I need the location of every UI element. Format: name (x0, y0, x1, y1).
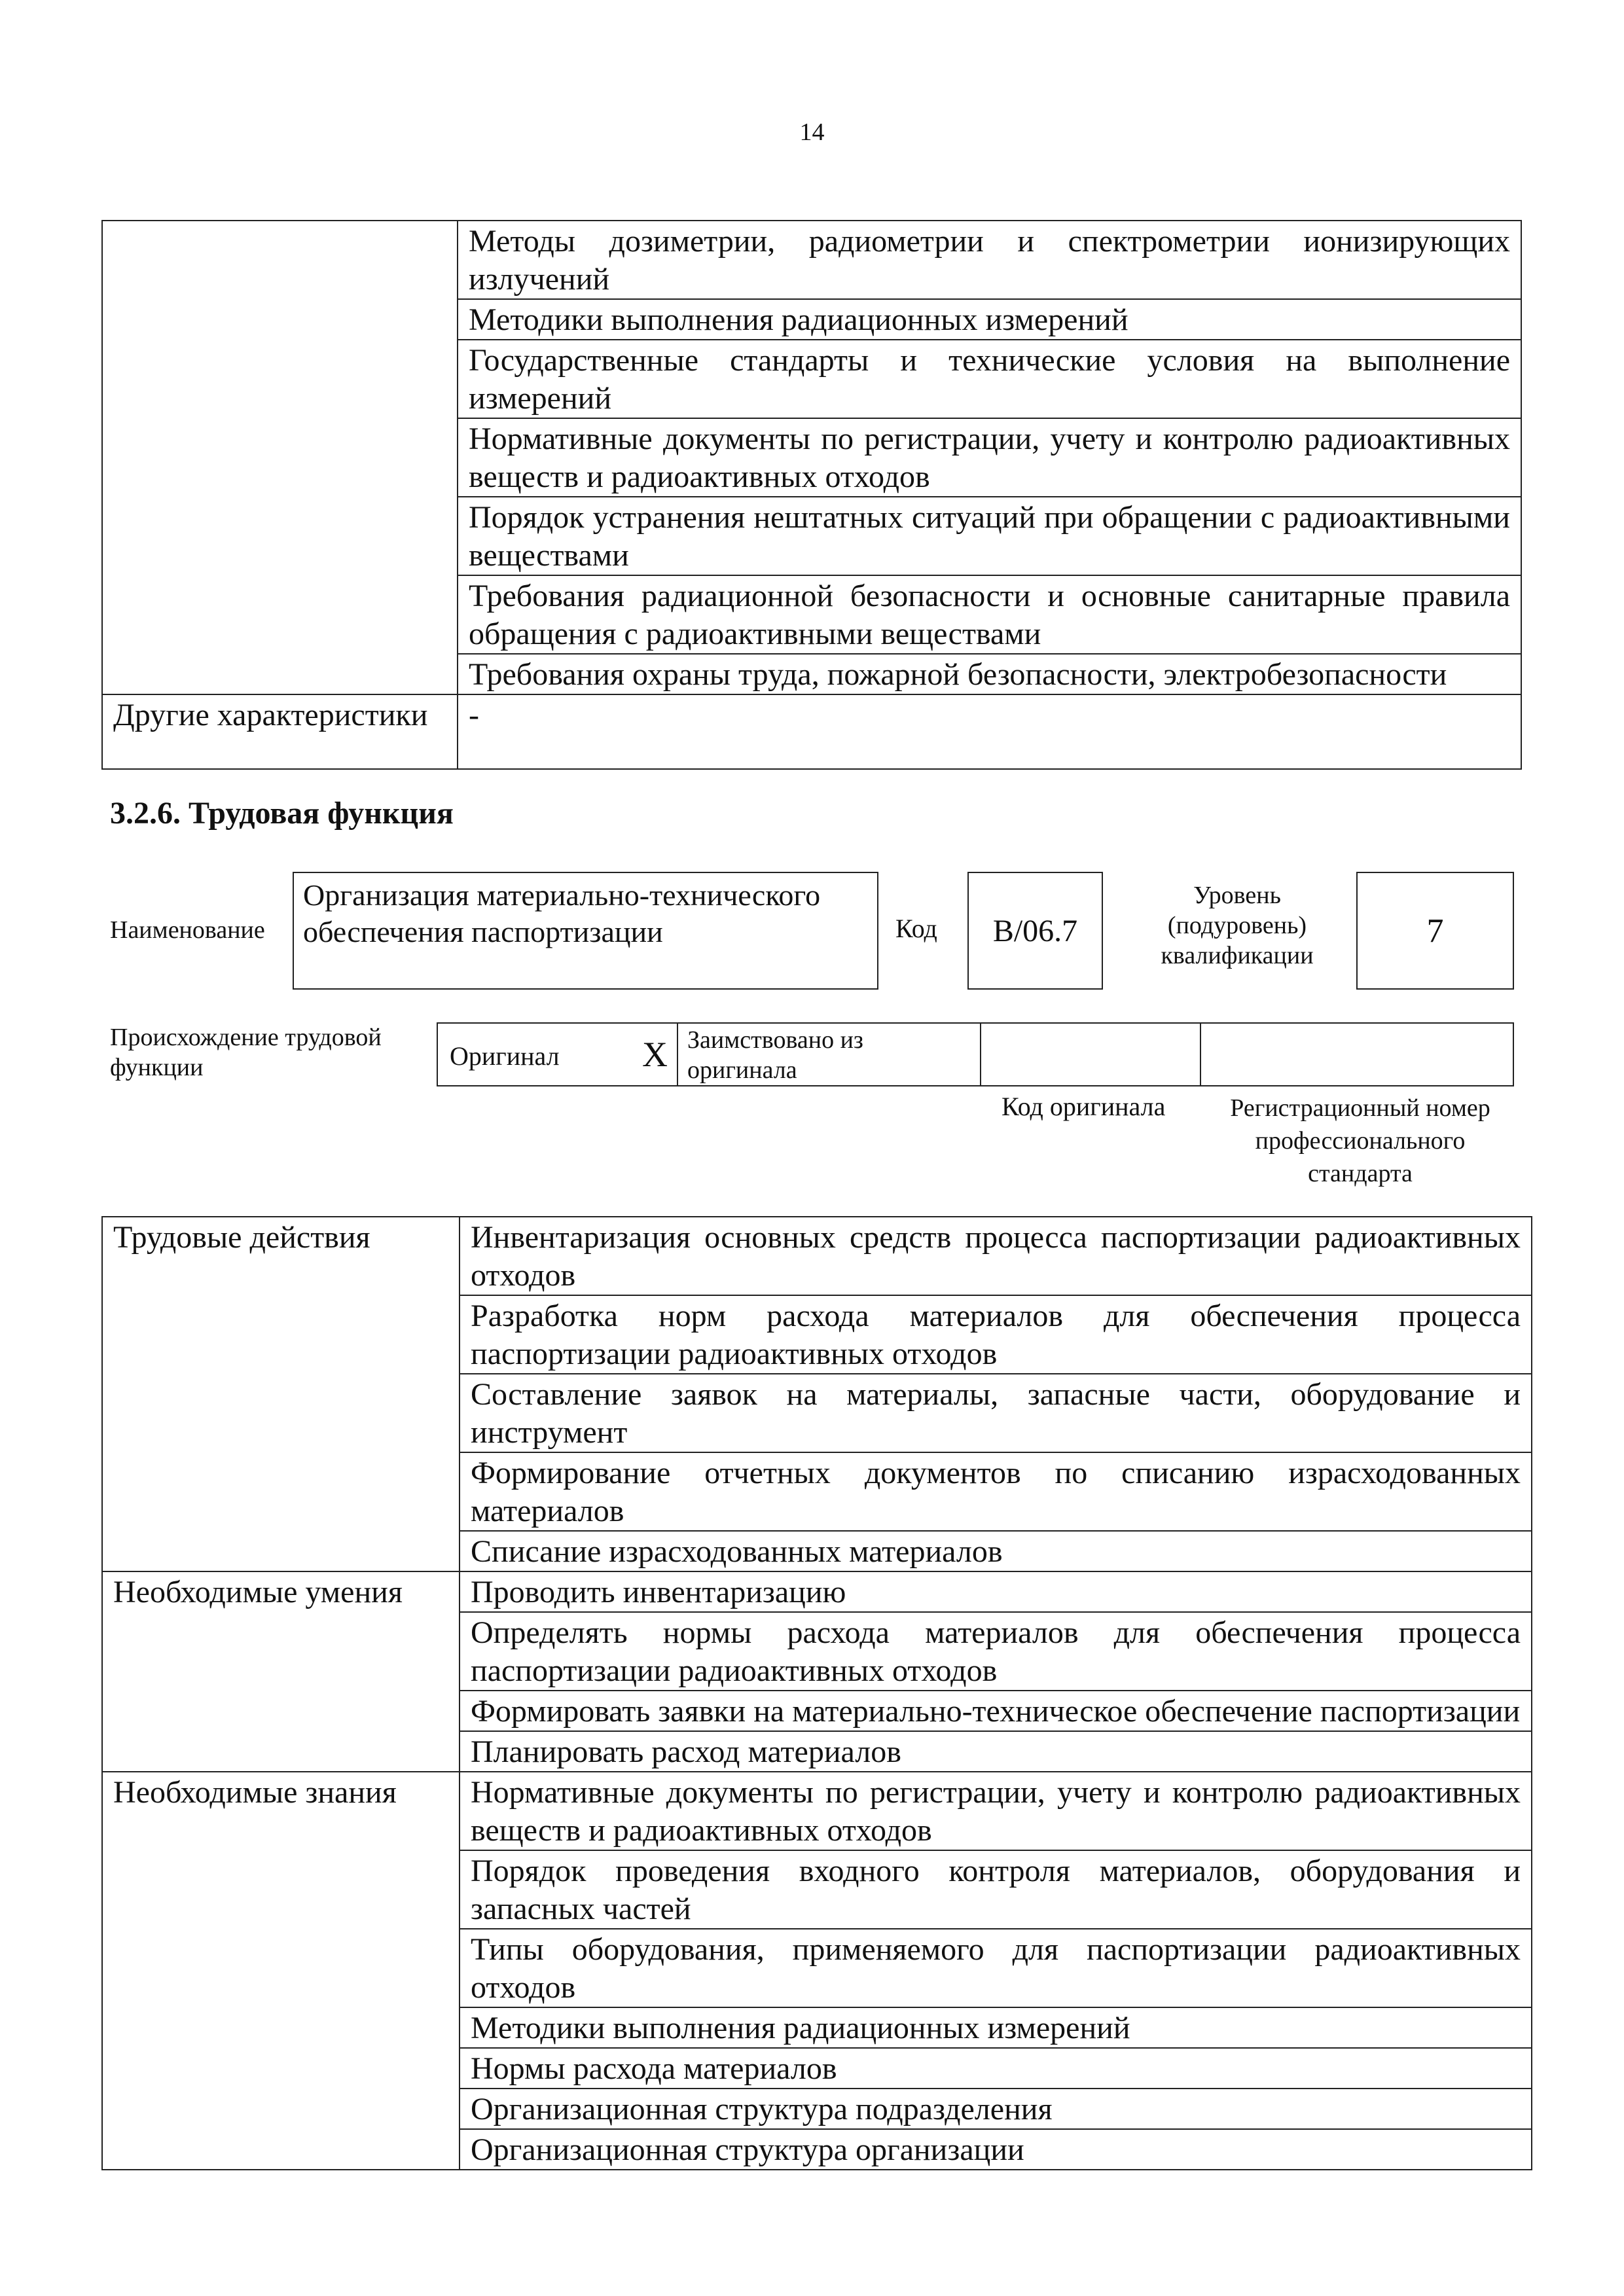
table-cell: Разработка норм расхода материалов для обеспечения процесса паспортизации радиоактивных отходов (460, 1295, 1532, 1374)
table-row (102, 1571, 1532, 1612)
table-cell: Проводить инвентаризацию (460, 1571, 1532, 1612)
table-cell: Требования радиационной безопасности и основные санитарные правила обращения с радиоактивными веществами (458, 575, 1521, 654)
required-skills-label: Необходимые умения (102, 1571, 460, 1772)
other-characteristics-label: Другие характеристики (102, 694, 458, 769)
required-knowledge-label: Необходимые знания (102, 1772, 460, 2170)
borrowed-label: Заимствовано из оригинала (678, 1024, 981, 1085)
table-cell: Формирование отчетных документов по списанию израсходованных материалов (460, 1452, 1532, 1531)
original-mark: Х (642, 1035, 668, 1074)
table-cell: Методики выполнения радиационных измерений (458, 299, 1521, 340)
table-cell: Государственные стандарты и технические условия на выполнение измерений (458, 340, 1521, 418)
other-characteristics-value: - (458, 694, 1521, 769)
table-cell: Методы дозиметрии, радиометрии и спектрометрии ионизирующих излучений (458, 221, 1521, 299)
table-row (102, 1772, 1532, 1850)
table-row (102, 221, 1521, 299)
table-cell: Планировать расход материалов (460, 1731, 1532, 1772)
table-cell: Списание израсходованных материалов (460, 1531, 1532, 1571)
registration-number-caption: Регистрационный номер профессионального стандарта (1230, 1094, 1490, 1187)
function-name-box: Организация материально-технического обеспечения паспортизации (293, 872, 878, 990)
original-label: Оригинал (450, 1041, 560, 1071)
code-label: Код (895, 914, 937, 943)
table-cell: Типы оборудования, применяемого для паспортизации радиоактивных отходов (460, 1929, 1532, 2007)
labor-actions-label: Трудовые действия (102, 1217, 460, 1571)
table-cell: Нормы расхода материалов (460, 2048, 1532, 2089)
original-code-caption: Код оригинала (1001, 1092, 1166, 1121)
table-cell: Определять нормы расхода материалов для обеспечения процесса паспортизации радиоактивных отходов (460, 1612, 1532, 1691)
name-label: Наименование (110, 916, 265, 944)
table-row (102, 694, 1521, 769)
registration-number-cell (1201, 1024, 1513, 1085)
qualification-level-box: 7 (1356, 872, 1514, 990)
function-code-box: B/06.7 (967, 872, 1103, 990)
qualification-level-label: Уровень (подуровень) квалификации (1161, 882, 1314, 969)
origin-label: Происхождение трудовой функции (110, 1024, 382, 1081)
table-cell: Нормативные документы по регистрации, учету и контролю радиоактивных веществ и радиоактивных отходов (458, 418, 1521, 497)
empty-label-cell (102, 221, 458, 694)
labor-function-table (101, 1216, 1532, 2170)
table-cell: Инвентаризация основных средств процесса паспортизации радиоактивных отходов (460, 1217, 1532, 1295)
origin-row (437, 1022, 1514, 1086)
original-cell (438, 1024, 678, 1085)
table-cell: Организационная структура подразделения (460, 2089, 1532, 2129)
table-cell: Порядок проведения входного контроля материалов, оборудования и запасных частей (460, 1850, 1532, 1929)
section-heading: 3.2.6. Трудовая функция (110, 796, 454, 831)
table-cell: Методики выполнения радиационных измерений (460, 2007, 1532, 2048)
page-number: 14 (799, 118, 825, 146)
table-cell: Составление заявок на материалы, запасные части, оборудование и инструмент (460, 1374, 1532, 1452)
table-row (102, 1217, 1532, 1295)
table-cell: Порядок устранения нештатных ситуаций при обращении с радиоактивными веществами (458, 497, 1521, 575)
table-cell: Требования охраны труда, пожарной безопасности, электробезопасности (458, 654, 1521, 694)
table-cell: Нормативные документы по регистрации, учету и контролю радиоактивных веществ и радиоактивных отходов (460, 1772, 1532, 1850)
table-cell: Формировать заявки на материально-техническое обеспечение паспортизации (460, 1691, 1532, 1731)
original-code-cell (981, 1024, 1201, 1085)
knowledge-continuation-table (101, 220, 1522, 770)
table-cell: Организационная структура организации (460, 2129, 1532, 2170)
